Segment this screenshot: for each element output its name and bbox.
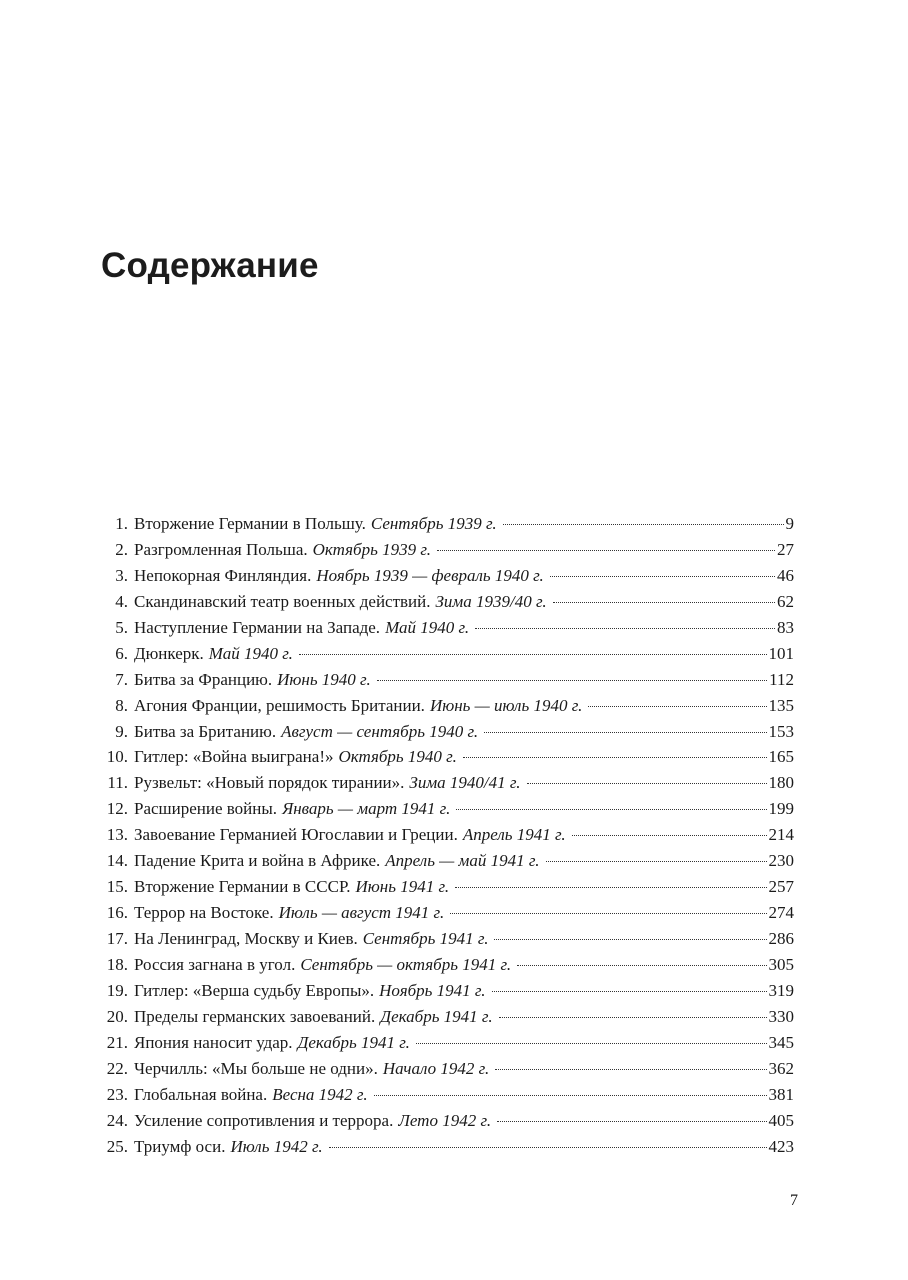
toc-entry-number: 1. — [115, 514, 128, 533]
toc-entry-page: 286 — [768, 929, 794, 948]
toc-entry-title: Россия загнана в угол. — [134, 954, 296, 974]
toc-entry-page: 165 — [768, 747, 794, 767]
toc-entry[interactable] — [104, 822, 794, 848]
toc-entry-number: 9. — [115, 721, 128, 741]
toc-entry-title: Черчилль: «Мы больше не одни». — [134, 1058, 378, 1078]
toc-entry-date: Сентябрь 1941 г. — [362, 929, 489, 948]
toc-entry-date: Январь — март 1941 г. — [282, 799, 451, 819]
toc-entry-number: 17. — [106, 929, 128, 948]
toc-entry-number: 22. — [106, 1058, 128, 1078]
toc-entry-date: Ноябрь 1941 г. — [379, 980, 486, 1000]
toc-entry[interactable] — [104, 874, 794, 900]
dot-leader — [572, 835, 767, 836]
toc-entry-date: Октябрь 1939 г. — [312, 539, 431, 559]
dot-leader — [374, 1095, 767, 1096]
toc-entry-page: 62 — [777, 591, 794, 611]
toc-entry-number: 2. — [115, 539, 128, 559]
toc-entry-number: 19. — [106, 980, 128, 1000]
toc-entry[interactable] — [104, 978, 794, 1004]
dot-leader — [503, 524, 784, 525]
toc-entry[interactable] — [104, 952, 794, 978]
toc-entry-title: Япония наносит удар. — [134, 1032, 293, 1052]
dot-leader — [329, 1147, 767, 1148]
toc-entry-date: Сентябрь — октябрь 1941 г. — [300, 954, 512, 974]
toc-entry[interactable] — [104, 770, 794, 796]
toc-entry-page: 330 — [768, 1006, 794, 1026]
toc-entry-page: 135 — [768, 695, 794, 715]
toc-entry-date: Май 1940 г. — [208, 643, 293, 663]
toc-entry-number: 6. — [115, 643, 128, 663]
toc-entry[interactable] — [104, 1056, 794, 1082]
toc-entry[interactable] — [104, 900, 794, 926]
toc-entry-page: 180 — [768, 773, 794, 793]
toc-entry-date: Апрель — май 1941 г. — [385, 851, 540, 871]
toc-entry-date: Июль 1942 г. — [230, 1136, 323, 1156]
toc-entry[interactable] — [104, 615, 794, 641]
toc-entry[interactable] — [104, 1134, 794, 1160]
toc-entry[interactable] — [104, 796, 794, 822]
toc-entry[interactable] — [104, 589, 794, 615]
dot-leader — [450, 913, 766, 914]
toc-entry-title: Рузвельт: «Новый порядок тирании». — [134, 773, 405, 793]
dot-leader — [550, 576, 775, 577]
toc-entry-page: 257 — [768, 877, 794, 897]
toc-entry-date: Июль — август 1941 г. — [278, 903, 445, 923]
toc-entry-title: Террор на Востоке. — [134, 903, 274, 923]
toc-entry[interactable] — [104, 641, 794, 667]
toc-entry-page: 199 — [768, 799, 794, 819]
toc-entry[interactable] — [104, 563, 794, 589]
dot-leader — [553, 602, 775, 603]
toc-entry[interactable] — [104, 693, 794, 719]
dot-leader — [494, 939, 766, 940]
toc-entry-page: 9 — [785, 514, 794, 533]
page-number: 7 — [790, 1192, 798, 1209]
dot-leader — [546, 861, 767, 862]
toc-entry-page: 214 — [768, 825, 794, 845]
toc-entry[interactable] — [104, 744, 794, 770]
toc-entry-date: Зима 1939/40 г. — [435, 591, 547, 611]
dot-leader — [484, 732, 766, 733]
toc-entry-title: Битва за Британию. — [134, 721, 277, 741]
toc-entry-date: Весна 1942 г. — [272, 1084, 368, 1104]
toc-entry-title: Разгромленная Польша. — [134, 539, 308, 559]
toc-entry-title: Усиление сопротивления и террора. — [134, 1110, 394, 1130]
toc-entry-title: Вторжение Германии в СССР. — [134, 877, 351, 897]
toc-entry-page: 101 — [768, 643, 794, 663]
toc-entry-number: 16. — [106, 903, 128, 923]
toc-entry-date: Декабрь 1941 г. — [380, 1006, 493, 1026]
toc-entry-title: Вторжение Германии в Польшу. — [134, 514, 366, 533]
toc-entry-page: 153 — [768, 721, 794, 741]
toc-entry[interactable] — [104, 667, 794, 693]
toc-entry[interactable] — [104, 1004, 794, 1030]
toc-entry-page: 381 — [768, 1084, 794, 1104]
toc-entry-page: 423 — [768, 1136, 794, 1156]
toc-entry-date: Зима 1940/41 г. — [409, 773, 521, 793]
toc-entry-number: 23. — [106, 1084, 128, 1104]
toc-entry-number: 5. — [115, 617, 128, 637]
toc-entry-title: Триумф оси. — [134, 1136, 226, 1156]
toc-entry-number: 14. — [106, 851, 128, 871]
dot-leader — [492, 991, 767, 992]
toc-entry-title: На Ленинград, Москву и Киев. — [134, 929, 358, 948]
toc-entry-page: 319 — [768, 980, 794, 1000]
toc-entry-title: Наступление Германии на Западе. — [134, 617, 381, 637]
dot-leader — [456, 809, 766, 810]
toc-entry[interactable] — [104, 926, 794, 952]
toc-entry-date: Начало 1942 г. — [382, 1058, 490, 1078]
toc-entry[interactable] — [104, 1108, 794, 1134]
toc-entry-title: Падение Крита и война в Африке. — [134, 851, 381, 871]
dot-leader — [495, 1069, 766, 1070]
dot-leader — [499, 1017, 767, 1018]
dot-leader — [377, 680, 767, 681]
toc-entry-date: Апрель 1941 г. — [462, 825, 566, 845]
toc-entry[interactable] — [104, 511, 794, 537]
toc-entry-number: 7. — [115, 669, 128, 689]
toc-entry-page: 345 — [768, 1032, 794, 1052]
toc-entry-title: Расширение войны. — [134, 799, 278, 819]
toc-entry-title: Непокорная Финляндия. — [134, 565, 312, 585]
toc-entry-page: 27 — [777, 539, 794, 559]
dot-leader — [588, 706, 766, 707]
toc-entry-date: Июнь — июль 1940 г. — [429, 695, 583, 715]
toc-entry-date: Июнь 1940 г. — [277, 669, 371, 689]
table-of-contents — [104, 511, 794, 1159]
toc-entry-date: Декабрь 1941 г. — [297, 1032, 410, 1052]
toc-entry-title: Глобальная война. — [134, 1084, 268, 1104]
dot-leader — [299, 654, 767, 655]
toc-entry-title: Агония Франции, решимость Британии. — [134, 695, 425, 715]
toc-entry-number: 15. — [106, 877, 128, 897]
toc-entry-number: 10. — [106, 747, 128, 767]
dot-leader — [455, 887, 766, 888]
toc-entry-number: 18. — [106, 954, 128, 974]
toc-entry-title: Скандинавский театр военных действий. — [134, 591, 431, 611]
toc-entry-number: 3. — [115, 565, 128, 585]
page-title: Содержание — [101, 246, 319, 285]
toc-entry-date: Август — сентябрь 1940 г. — [281, 721, 479, 741]
toc-entry-date: Лето 1942 г. — [398, 1110, 492, 1130]
toc-entry-title: Дюнкерк. — [134, 643, 204, 663]
toc-entry-page: 230 — [768, 851, 794, 871]
toc-entry-page: 112 — [769, 669, 794, 689]
toc-entry[interactable] — [104, 1030, 794, 1056]
toc-entry-page: 274 — [768, 903, 794, 923]
dot-leader — [527, 783, 767, 784]
toc-entry[interactable] — [104, 537, 794, 563]
toc-entry-page: 83 — [777, 617, 794, 637]
toc-entry-title: Пределы германских завоеваний. — [134, 1006, 376, 1026]
dot-leader — [517, 965, 766, 966]
toc-entry-date: Май 1940 г. — [385, 617, 470, 637]
dot-leader — [475, 628, 775, 629]
toc-entry[interactable] — [104, 848, 794, 874]
dot-leader — [437, 550, 775, 551]
dot-leader — [497, 1121, 766, 1122]
toc-entry-page: 405 — [768, 1110, 794, 1130]
toc-entry-date: Июнь 1941 г. — [355, 877, 450, 897]
toc-entry-number: 20. — [106, 1006, 128, 1026]
toc-entry-title: Завоевание Германией Югославии и Греции. — [134, 825, 458, 845]
toc-entry-number: 13. — [106, 825, 128, 845]
dot-leader — [416, 1043, 767, 1044]
toc-entry-number: 4. — [115, 591, 128, 611]
toc-entry[interactable] — [104, 719, 794, 745]
toc-entry-date: Ноябрь 1939 — февраль 1940 г. — [316, 565, 544, 585]
toc-entry-page: 46 — [777, 565, 794, 585]
toc-entry-title: Битва за Францию. — [134, 669, 273, 689]
toc-entry-number: 11. — [107, 773, 128, 793]
dot-leader — [463, 757, 767, 758]
toc-entry-title: Гитлер: «Верша судьбу Европы». — [134, 980, 375, 1000]
toc-entry-number: 8. — [115, 695, 128, 715]
toc-entry-number: 21. — [106, 1032, 128, 1052]
toc-entry-page: 362 — [768, 1058, 794, 1078]
toc-entry-number: 25. — [106, 1136, 128, 1156]
toc-entry-date: Сентябрь 1939 г. — [370, 514, 497, 533]
toc-entry-title: Гитлер: «Война выиграна!» — [134, 747, 334, 767]
toc-entry-number: 24. — [106, 1110, 128, 1130]
toc-entry-date: Октябрь 1940 г. — [338, 747, 457, 767]
toc-entry-page: 305 — [768, 954, 794, 974]
toc-entry-number: 12. — [106, 799, 128, 819]
toc-entry[interactable] — [104, 1082, 794, 1108]
